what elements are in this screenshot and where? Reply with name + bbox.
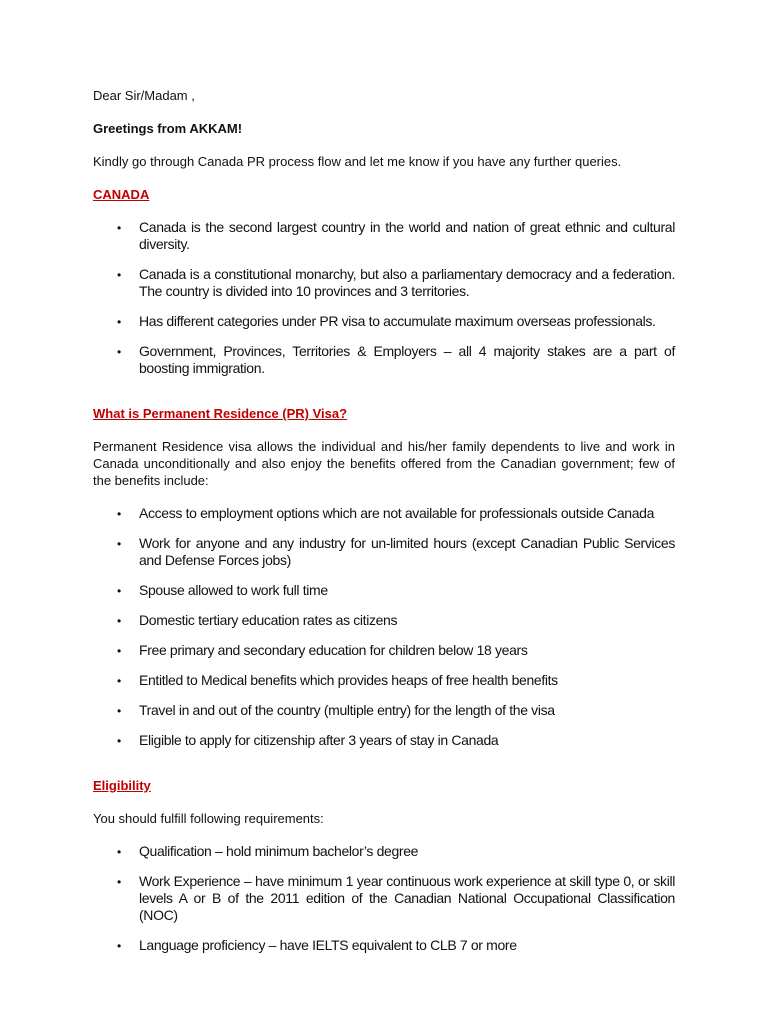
- canada-list: [93, 219, 675, 377]
- pr-heading: What is Permanent Residence (PR) Visa?: [93, 406, 348, 421]
- bullet-icon: •: [117, 268, 121, 282]
- bullet-icon: •: [117, 845, 121, 859]
- bullet-icon: •: [117, 674, 121, 688]
- list-item: • Access to employment options which are not available for professionals outside Canada: [117, 505, 654, 521]
- list-item: • Eligible to apply for citizenship after 3 years of stay in Canada: [117, 732, 499, 748]
- list-item: • Work Experience – have minimum 1 year continuous work experience at skill type 0, or skill levels A or B of the 2011 edition of the Canadian National Occupational Classification (NOC): [117, 873, 675, 923]
- bullet-icon: •: [117, 875, 121, 889]
- pr-benefits-list: [93, 505, 675, 749]
- bullet-icon: •: [117, 537, 121, 551]
- bullet-icon: •: [117, 315, 121, 329]
- list-item: • Qualification – hold minimum bachelor’s degree: [117, 843, 419, 859]
- pr-intro: Permanent Residence visa allows the individual and his/her family dependents to live and work in Canada unconditionally and also enjoy the benefits offered from the Canadian government; few of the benefits include:: [93, 439, 675, 488]
- canada-heading: CANADA: [93, 187, 150, 202]
- bullet-icon: •: [117, 345, 121, 359]
- bullet-icon: •: [117, 644, 121, 658]
- bullet-icon: •: [117, 221, 121, 235]
- letter-body: [93, 87, 675, 954]
- eligibility-heading: Eligibility: [93, 778, 151, 793]
- list-item: • Domestic tertiary education rates as citizens: [117, 612, 398, 628]
- bullet-icon: •: [117, 939, 121, 953]
- bullet-icon: •: [117, 734, 121, 748]
- bullet-icon: •: [117, 584, 121, 598]
- list-item: • Canada is the second largest country in the world and nation of great ethnic and cultural diversity.: [117, 219, 675, 252]
- intro-text: Kindly go through Canada PR process flow and let me know if you have any further queries.: [93, 154, 622, 169]
- list-item: • Travel in and out of the country (multiple entry) for the length of the visa: [117, 702, 555, 718]
- bullet-icon: •: [117, 507, 121, 521]
- list-item: • Government, Provinces, Territories & Employers – all 4 majority stakes are a part of boosting immigration.: [117, 343, 675, 376]
- list-item: • Has different categories under PR visa to accumulate maximum overseas professionals.: [117, 313, 656, 329]
- list-item: • Canada is a constitutional monarchy, but also a parliamentary democracy and a federation. The country is divided into 10 provinces and 3 territories.: [117, 266, 675, 299]
- list-item: • Free primary and secondary education for children below 18 years: [117, 642, 528, 658]
- salutation: Dear Sir/Madam ,: [93, 88, 195, 103]
- list-item: • Entitled to Medical benefits which provides heaps of free health benefits: [117, 672, 558, 688]
- list-item: • Spouse allowed to work full time: [117, 582, 328, 598]
- greeting: Greetings from AKKAM!: [93, 121, 243, 136]
- eligibility-list: [93, 843, 675, 954]
- bullet-icon: •: [117, 704, 121, 718]
- list-item: • Language proficiency – have IELTS equivalent to CLB 7 or more: [117, 937, 517, 953]
- bullet-icon: •: [117, 614, 121, 628]
- list-item: • Work for anyone and any industry for un-limited hours (except Canadian Public Services and Defense Forces jobs): [117, 535, 675, 568]
- eligibility-intro: You should fulfill following requirements:: [93, 811, 324, 826]
